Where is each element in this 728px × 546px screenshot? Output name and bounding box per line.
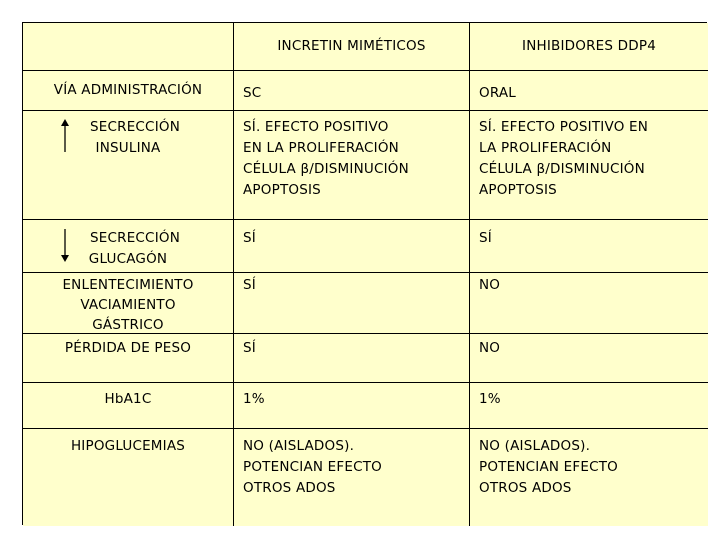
cell-incretin-peso <box>234 334 470 383</box>
cell-incretin-hba1c <box>234 383 470 429</box>
cell-line: SÍ. EFECTO POSITIVO <box>243 119 389 135</box>
label-line: SECRECCIÓN <box>90 119 180 135</box>
cell-line: OTROS ADOS <box>479 480 572 496</box>
header-empty-cell <box>23 23 234 71</box>
cell-line: SÍ <box>243 340 256 356</box>
cell-ddp4-hipoglucemias <box>470 429 708 526</box>
cell-line: CÉLULA β/DISMINUCIÓN <box>243 161 409 177</box>
cell-line: SÍ <box>243 277 256 293</box>
cell-line: LA PROLIFERACIÓN <box>479 140 612 156</box>
label-line: PÉRDIDA DE PESO <box>64 340 192 356</box>
row-label-secreccion-insulina <box>23 111 234 220</box>
cell-line: 1% <box>479 391 501 407</box>
cell-incretin-hipoglucemias <box>234 429 470 526</box>
label-line: GÁSTRICO <box>92 317 164 333</box>
cell-line: POTENCIAN EFECTO <box>479 459 618 475</box>
cell-incretin-vaciamiento <box>234 273 470 334</box>
label-line: GLUCAGÓN <box>88 251 168 267</box>
arrow-up-icon <box>59 119 71 153</box>
label-line: HIPOGLUCEMIAS <box>70 438 186 454</box>
cell-incretin-insulina <box>234 111 470 220</box>
label-line: SECRECCIÓN <box>90 230 180 246</box>
cell-incretin-glucagon <box>234 220 470 273</box>
cell-ddp4-peso <box>470 334 708 383</box>
label-line: VÍA ADMINISTRACIÓN <box>53 82 203 98</box>
row-label-hba1c <box>23 383 234 429</box>
cell-line: NO (AISLADOS). <box>479 438 591 454</box>
cell-line: NO (AISLADOS). <box>243 438 355 454</box>
cell-line: SÍ <box>243 230 256 246</box>
cell-ddp4-via <box>470 71 708 111</box>
cell-line: APOPTOSIS <box>243 182 321 198</box>
cell-ddp4-glucagon <box>470 220 708 273</box>
cell-ddp4-insulina <box>470 111 708 220</box>
cell-ddp4-hba1c <box>470 383 708 429</box>
row-label-secreccion-glucagon <box>23 220 234 273</box>
label-line: VACIAMIENTO <box>80 297 176 313</box>
header-inhibidores-ddp4: INHIBIDORES DDP4 <box>470 23 708 71</box>
row-label-hipoglucemias <box>23 429 234 526</box>
label-line: INSULINA <box>95 140 161 156</box>
row-label-via-administracion <box>23 71 234 111</box>
cell-line: SC <box>243 85 262 101</box>
cell-line: NO <box>479 340 501 356</box>
cell-line: POTENCIAN EFECTO <box>243 459 382 475</box>
cell-line: SÍ <box>479 230 492 246</box>
cell-line: OTROS ADOS <box>243 480 336 496</box>
cell-line: CÉLULA β/DISMINUCIÓN <box>479 161 645 177</box>
label-line: ENLENTECIMIENTO <box>62 277 194 293</box>
cell-line: SÍ. EFECTO POSITIVO EN <box>479 119 649 135</box>
label-line: HbA1C <box>104 391 152 407</box>
arrow-down-icon <box>59 228 71 262</box>
row-label-perdida-peso <box>23 334 234 383</box>
comparison-table <box>22 22 707 525</box>
cell-line: 1% <box>243 391 265 407</box>
cell-incretin-via <box>234 71 470 111</box>
cell-ddp4-vaciamiento <box>470 273 708 334</box>
row-label-vaciamiento-gastrico <box>23 273 234 334</box>
cell-line: EN LA PROLIFERACIÓN <box>243 140 399 156</box>
cell-line: ORAL <box>479 85 517 101</box>
cell-line: APOPTOSIS <box>479 182 557 198</box>
cell-line: NO <box>479 277 501 293</box>
header-incretin-mimeticos: INCRETIN MIMÉTICOS <box>234 23 470 71</box>
